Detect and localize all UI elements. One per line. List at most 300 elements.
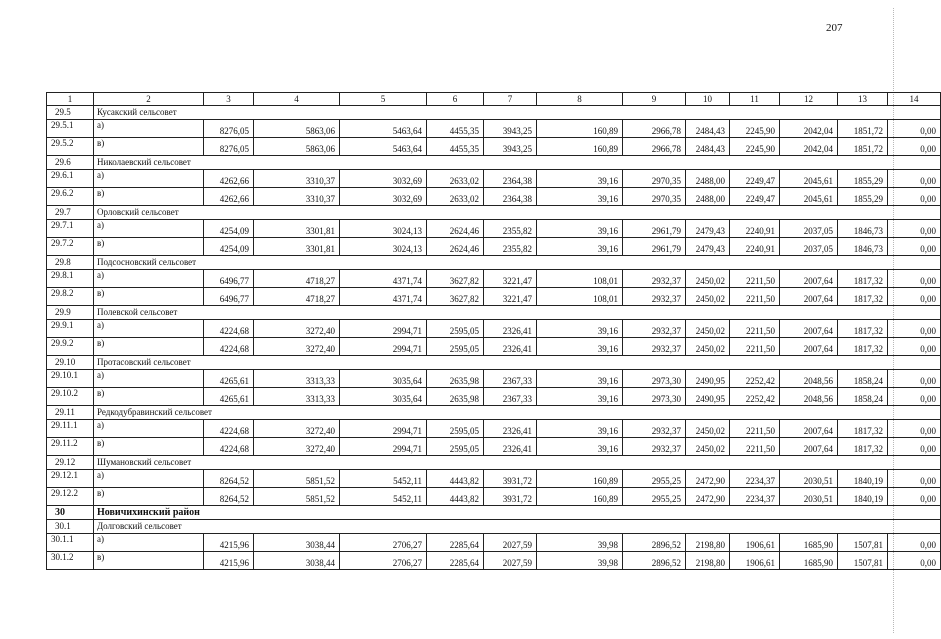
table-row [47, 438, 941, 456]
value-cell: 2970,35 [623, 170, 686, 188]
value-cell: 2326,41 [484, 438, 537, 456]
value-cell: 2450,02 [686, 320, 730, 338]
value-cell: 2961,79 [623, 220, 686, 238]
value-cell: 2007,64 [780, 270, 838, 288]
value-cell: 2007,64 [780, 338, 838, 356]
district-name: Новичихинский район [94, 506, 941, 520]
value-cell: 3272,40 [254, 438, 340, 456]
value-cell: 2624,46 [427, 220, 484, 238]
value-cell: 4254,09 [204, 220, 254, 238]
value-cell: 2472,90 [686, 488, 730, 506]
value-cell: 3931,72 [484, 470, 537, 488]
value-cell: 2367,33 [484, 370, 537, 388]
table-row [47, 420, 941, 438]
value-cell: 2030,51 [780, 470, 838, 488]
section-name: Протасовский сельсовет [94, 356, 941, 370]
value-cell: 2355,82 [484, 238, 537, 256]
table-row [47, 488, 941, 506]
section-row [47, 456, 941, 470]
value-cell: 2955,25 [623, 488, 686, 506]
value-cell: 2007,64 [780, 420, 838, 438]
column-number-cell: 5 [340, 93, 427, 106]
value-cell: 2326,41 [484, 338, 537, 356]
value-cell: 4718,27 [254, 288, 340, 306]
value-cell: 8264,52 [204, 488, 254, 506]
value-cell: 3272,40 [254, 420, 340, 438]
column-number-cell: 9 [623, 93, 686, 106]
value-cell: 39,16 [537, 338, 623, 356]
section-name: Долговский сельсовет [94, 520, 941, 534]
section-row [47, 156, 941, 170]
value-cell: 1846,73 [838, 220, 888, 238]
value-cell: 4265,61 [204, 388, 254, 406]
table-row [47, 288, 941, 306]
section-name: Подсосновский сельсовет [94, 256, 941, 270]
table-row [47, 470, 941, 488]
value-cell: 2045,61 [780, 188, 838, 206]
section-row [47, 106, 941, 120]
value-cell: 4254,09 [204, 238, 254, 256]
row-code: 29.12.2 [47, 488, 94, 506]
value-cell: 2932,37 [623, 438, 686, 456]
value-cell: 0,00 [888, 470, 941, 488]
column-number-cell: 1 [47, 93, 94, 106]
value-cell: 5863,06 [254, 120, 340, 138]
value-cell: 0,00 [888, 270, 941, 288]
value-cell: 2635,98 [427, 388, 484, 406]
value-cell: 1685,90 [780, 534, 838, 552]
value-cell: 2994,71 [340, 320, 427, 338]
value-cell: 5452,11 [340, 470, 427, 488]
value-cell: 3931,72 [484, 488, 537, 506]
value-cell: 2285,64 [427, 534, 484, 552]
column-number-cell: 7 [484, 93, 537, 106]
value-cell: 0,00 [888, 534, 941, 552]
value-cell: 108,01 [537, 270, 623, 288]
row-code: 29.5.1 [47, 120, 94, 138]
value-cell: 4224,68 [204, 338, 254, 356]
value-cell: 1817,32 [838, 420, 888, 438]
value-cell: 0,00 [888, 120, 941, 138]
value-cell: 2633,02 [427, 170, 484, 188]
value-cell: 1507,81 [838, 534, 888, 552]
value-cell: 1817,32 [838, 270, 888, 288]
value-cell: 0,00 [888, 370, 941, 388]
value-cell: 2966,78 [623, 120, 686, 138]
value-cell: 1858,24 [838, 370, 888, 388]
row-code: 29.10.1 [47, 370, 94, 388]
value-cell: 2896,52 [623, 552, 686, 570]
value-cell: 3272,40 [254, 338, 340, 356]
value-cell: 0,00 [888, 552, 941, 570]
value-cell: 2007,64 [780, 320, 838, 338]
value-cell: 4265,61 [204, 370, 254, 388]
value-cell: 3943,25 [484, 138, 537, 156]
table-row [47, 220, 941, 238]
value-cell: 8276,05 [204, 138, 254, 156]
table-row [47, 238, 941, 256]
value-cell: 2961,79 [623, 238, 686, 256]
section-row [47, 306, 941, 320]
row-code: 29.11.1 [47, 420, 94, 438]
value-cell: 0,00 [888, 438, 941, 456]
row-label: а) [94, 370, 204, 388]
row-code: 29.9.2 [47, 338, 94, 356]
district-row [47, 506, 941, 520]
value-cell: 39,98 [537, 552, 623, 570]
value-cell: 2488,00 [686, 170, 730, 188]
value-cell: 3310,37 [254, 170, 340, 188]
value-cell: 2240,91 [730, 220, 780, 238]
row-code: 29.6.2 [47, 188, 94, 206]
value-cell: 3301,81 [254, 238, 340, 256]
row-code: 29.8.1 [47, 270, 94, 288]
value-cell: 2234,37 [730, 470, 780, 488]
column-number-header [47, 93, 941, 106]
section-row [47, 406, 941, 420]
page-number: 207 [826, 22, 843, 34]
row-label: а) [94, 120, 204, 138]
column-number-cell: 3 [204, 93, 254, 106]
value-cell: 3221,47 [484, 270, 537, 288]
column-number-cell: 11 [730, 93, 780, 106]
value-cell: 2030,51 [780, 488, 838, 506]
table-row [47, 388, 941, 406]
table-row [47, 338, 941, 356]
value-cell: 2240,91 [730, 238, 780, 256]
value-cell: 2896,52 [623, 534, 686, 552]
value-cell: 0,00 [888, 170, 941, 188]
value-cell: 2027,59 [484, 534, 537, 552]
value-cell: 3627,82 [427, 270, 484, 288]
row-code: 29.6.1 [47, 170, 94, 188]
value-cell: 0,00 [888, 320, 941, 338]
table-row [47, 552, 941, 570]
value-cell: 2706,27 [340, 534, 427, 552]
section-code: 29.5 [47, 106, 94, 120]
row-code: 29.12.1 [47, 470, 94, 488]
value-cell: 2234,37 [730, 488, 780, 506]
value-cell: 2364,38 [484, 170, 537, 188]
value-cell: 2479,43 [686, 238, 730, 256]
row-label: а) [94, 320, 204, 338]
value-cell: 2624,46 [427, 238, 484, 256]
value-cell: 4455,35 [427, 138, 484, 156]
table-row [47, 138, 941, 156]
value-cell: 3024,13 [340, 238, 427, 256]
value-cell: 2198,80 [686, 552, 730, 570]
row-code: 30.1.1 [47, 534, 94, 552]
section-code: 29.7 [47, 206, 94, 220]
row-code: 30.1.2 [47, 552, 94, 570]
value-cell: 2488,00 [686, 188, 730, 206]
row-label: в) [94, 238, 204, 256]
value-cell: 8276,05 [204, 120, 254, 138]
value-cell: 0,00 [888, 288, 941, 306]
value-cell: 2326,41 [484, 420, 537, 438]
value-cell: 5452,11 [340, 488, 427, 506]
value-cell: 2048,56 [780, 370, 838, 388]
value-cell: 160,89 [537, 470, 623, 488]
value-cell: 4224,68 [204, 320, 254, 338]
value-cell: 2450,02 [686, 270, 730, 288]
value-cell: 39,16 [537, 370, 623, 388]
value-cell: 108,01 [537, 288, 623, 306]
row-code: 29.5.2 [47, 138, 94, 156]
value-cell: 4443,82 [427, 488, 484, 506]
value-cell: 2252,42 [730, 388, 780, 406]
value-cell: 2450,02 [686, 438, 730, 456]
value-cell: 2211,50 [730, 288, 780, 306]
value-cell: 39,98 [537, 534, 623, 552]
value-cell: 2706,27 [340, 552, 427, 570]
value-cell: 1851,72 [838, 138, 888, 156]
row-label: в) [94, 138, 204, 156]
value-cell: 4262,66 [204, 188, 254, 206]
value-cell: 3221,47 [484, 288, 537, 306]
value-cell: 0,00 [888, 388, 941, 406]
value-cell: 2249,47 [730, 188, 780, 206]
row-label: а) [94, 220, 204, 238]
value-cell: 1840,19 [838, 488, 888, 506]
section-row [47, 356, 941, 370]
value-cell: 0,00 [888, 238, 941, 256]
row-label: в) [94, 338, 204, 356]
value-cell: 3310,37 [254, 188, 340, 206]
value-cell: 2211,50 [730, 438, 780, 456]
value-cell: 3943,25 [484, 120, 537, 138]
value-cell: 2994,71 [340, 438, 427, 456]
column-number-cell: 4 [254, 93, 340, 106]
value-cell: 2211,50 [730, 338, 780, 356]
value-cell: 5851,52 [254, 488, 340, 506]
value-cell: 5851,52 [254, 470, 340, 488]
table-row [47, 120, 941, 138]
table-row [47, 320, 941, 338]
section-name: Шумановский сельсовет [94, 456, 941, 470]
column-number-cell: 6 [427, 93, 484, 106]
table-row [47, 534, 941, 552]
value-cell: 2932,37 [623, 420, 686, 438]
row-code: 29.11.2 [47, 438, 94, 456]
value-cell: 2994,71 [340, 338, 427, 356]
row-code: 29.7.2 [47, 238, 94, 256]
value-cell: 4215,96 [204, 534, 254, 552]
value-cell: 1851,72 [838, 120, 888, 138]
value-cell: 2450,02 [686, 338, 730, 356]
value-cell: 6496,77 [204, 288, 254, 306]
section-row [47, 206, 941, 220]
value-cell: 3301,81 [254, 220, 340, 238]
row-label: а) [94, 534, 204, 552]
column-number-cell: 8 [537, 93, 623, 106]
value-cell: 2037,05 [780, 238, 838, 256]
row-label: в) [94, 438, 204, 456]
value-cell: 2355,82 [484, 220, 537, 238]
value-cell: 5463,64 [340, 138, 427, 156]
value-cell: 3272,40 [254, 320, 340, 338]
section-code: 29.9 [47, 306, 94, 320]
section-name: Николаевский сельсовет [94, 156, 941, 170]
value-cell: 2484,43 [686, 120, 730, 138]
value-cell: 2367,33 [484, 388, 537, 406]
value-cell: 0,00 [888, 188, 941, 206]
row-label: а) [94, 470, 204, 488]
value-cell: 4215,96 [204, 552, 254, 570]
value-cell: 2252,42 [730, 370, 780, 388]
value-cell: 2042,04 [780, 138, 838, 156]
value-cell: 3035,64 [340, 388, 427, 406]
section-name: Кусакский сельсовет [94, 106, 941, 120]
value-cell: 2364,38 [484, 188, 537, 206]
value-cell: 2285,64 [427, 552, 484, 570]
value-cell: 1685,90 [780, 552, 838, 570]
value-cell: 3032,69 [340, 170, 427, 188]
value-cell: 39,16 [537, 320, 623, 338]
value-cell: 4443,82 [427, 470, 484, 488]
value-cell: 0,00 [888, 220, 941, 238]
value-cell: 2973,30 [623, 370, 686, 388]
value-cell: 2037,05 [780, 220, 838, 238]
value-cell: 0,00 [888, 420, 941, 438]
section-code: 30 [47, 506, 94, 520]
value-cell: 4224,68 [204, 420, 254, 438]
column-number-cell: 2 [94, 93, 204, 106]
section-code: 29.11 [47, 406, 94, 420]
value-cell: 2932,37 [623, 320, 686, 338]
value-cell: 3035,64 [340, 370, 427, 388]
row-label: в) [94, 388, 204, 406]
value-cell: 1817,32 [838, 288, 888, 306]
value-cell: 160,89 [537, 488, 623, 506]
value-cell: 2970,35 [623, 188, 686, 206]
value-cell: 2245,90 [730, 120, 780, 138]
value-cell: 39,16 [537, 220, 623, 238]
value-cell: 3032,69 [340, 188, 427, 206]
value-cell: 1906,61 [730, 552, 780, 570]
value-cell: 1507,81 [838, 552, 888, 570]
value-cell: 5463,64 [340, 120, 427, 138]
value-cell: 2211,50 [730, 420, 780, 438]
value-cell: 2595,05 [427, 338, 484, 356]
value-cell: 2484,43 [686, 138, 730, 156]
row-code: 29.10.2 [47, 388, 94, 406]
value-cell: 1858,24 [838, 388, 888, 406]
value-cell: 2450,02 [686, 420, 730, 438]
section-code: 29.6 [47, 156, 94, 170]
value-cell: 1840,19 [838, 470, 888, 488]
value-cell: 2045,61 [780, 170, 838, 188]
section-row [47, 256, 941, 270]
column-number-cell: 14 [888, 93, 941, 106]
value-cell: 1855,29 [838, 188, 888, 206]
value-cell: 2211,50 [730, 320, 780, 338]
value-cell: 2955,25 [623, 470, 686, 488]
value-cell: 2635,98 [427, 370, 484, 388]
column-number-cell: 12 [780, 93, 838, 106]
value-cell: 3038,44 [254, 552, 340, 570]
value-cell: 2472,90 [686, 470, 730, 488]
value-cell: 1817,32 [838, 338, 888, 356]
value-cell: 4371,74 [340, 288, 427, 306]
value-cell: 2595,05 [427, 438, 484, 456]
value-cell: 39,16 [537, 420, 623, 438]
column-number-cell: 10 [686, 93, 730, 106]
row-code: 29.9.1 [47, 320, 94, 338]
value-cell: 2994,71 [340, 420, 427, 438]
value-cell: 0,00 [888, 488, 941, 506]
value-cell: 160,89 [537, 120, 623, 138]
value-cell: 2198,80 [686, 534, 730, 552]
value-cell: 3038,44 [254, 534, 340, 552]
value-cell: 0,00 [888, 338, 941, 356]
table-row [47, 188, 941, 206]
value-cell: 1906,61 [730, 534, 780, 552]
value-cell: 2479,43 [686, 220, 730, 238]
value-cell: 8264,52 [204, 470, 254, 488]
value-cell: 4455,35 [427, 120, 484, 138]
value-cell: 2007,64 [780, 288, 838, 306]
value-cell: 1855,29 [838, 170, 888, 188]
section-name: Орловский сельсовет [94, 206, 941, 220]
value-cell: 2966,78 [623, 138, 686, 156]
row-label: а) [94, 170, 204, 188]
value-cell: 2048,56 [780, 388, 838, 406]
row-label: в) [94, 488, 204, 506]
value-cell: 2633,02 [427, 188, 484, 206]
table-row [47, 370, 941, 388]
table-row [47, 170, 941, 188]
value-cell: 2042,04 [780, 120, 838, 138]
value-cell: 2490,95 [686, 388, 730, 406]
row-label: а) [94, 270, 204, 288]
row-label: в) [94, 288, 204, 306]
value-cell: 2932,37 [623, 288, 686, 306]
value-cell: 1817,32 [838, 320, 888, 338]
value-cell: 5863,06 [254, 138, 340, 156]
value-cell: 1817,32 [838, 438, 888, 456]
value-cell: 3627,82 [427, 288, 484, 306]
value-cell: 2245,90 [730, 138, 780, 156]
section-code: 30.1 [47, 520, 94, 534]
value-cell: 2211,50 [730, 270, 780, 288]
table-row [47, 270, 941, 288]
value-cell: 2326,41 [484, 320, 537, 338]
row-code: 29.7.1 [47, 220, 94, 238]
row-label: в) [94, 188, 204, 206]
value-cell: 39,16 [537, 388, 623, 406]
value-cell: 4371,74 [340, 270, 427, 288]
value-cell: 39,16 [537, 170, 623, 188]
row-label: в) [94, 552, 204, 570]
value-cell: 2595,05 [427, 320, 484, 338]
section-code: 29.10 [47, 356, 94, 370]
section-code: 29.8 [47, 256, 94, 270]
value-cell: 3313,33 [254, 388, 340, 406]
value-cell: 6496,77 [204, 270, 254, 288]
value-cell: 39,16 [537, 438, 623, 456]
value-cell: 3313,33 [254, 370, 340, 388]
row-code: 29.8.2 [47, 288, 94, 306]
value-cell: 2595,05 [427, 420, 484, 438]
value-cell: 39,16 [537, 238, 623, 256]
section-name: Полевской сельсовет [94, 306, 941, 320]
value-cell: 160,89 [537, 138, 623, 156]
value-cell: 4718,27 [254, 270, 340, 288]
value-cell: 4262,66 [204, 170, 254, 188]
value-cell: 2007,64 [780, 438, 838, 456]
column-number-cell: 13 [838, 93, 888, 106]
